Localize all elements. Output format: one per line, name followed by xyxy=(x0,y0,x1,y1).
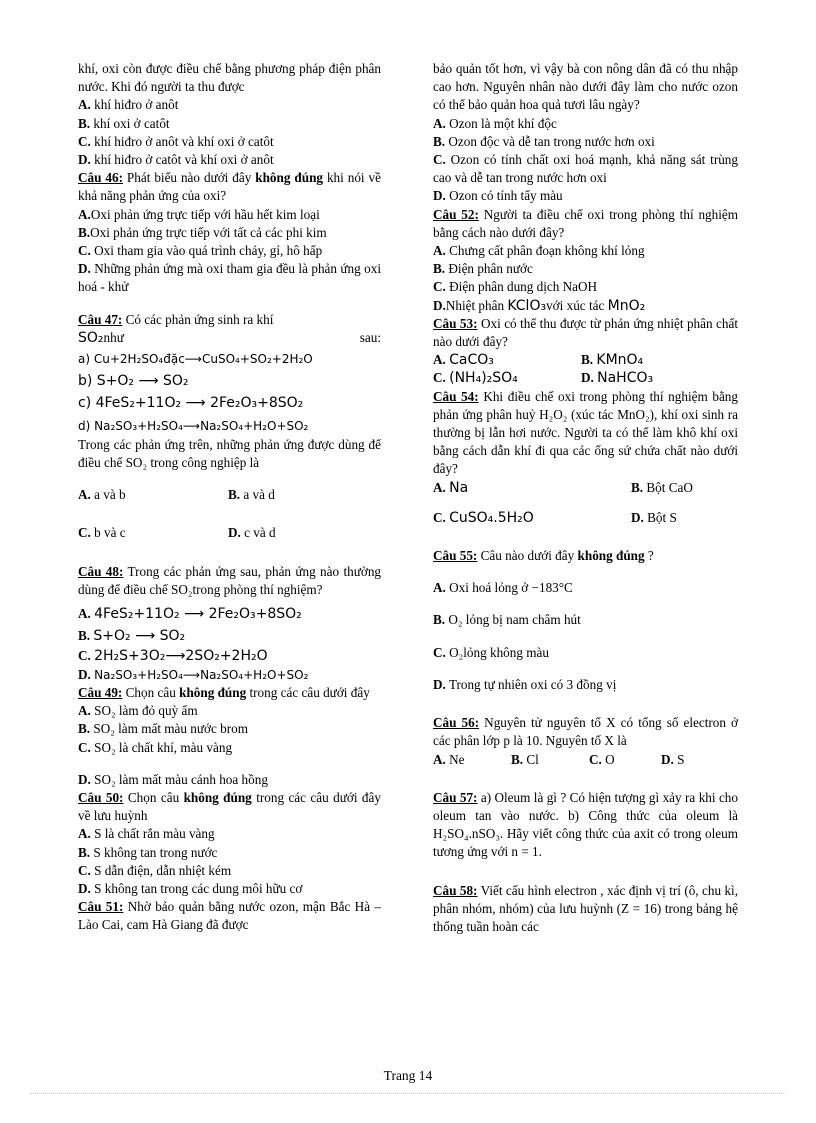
option-a: A. SO₂ làm đỏ quỳ ẩm xyxy=(78,703,198,719)
option-d: D. S không tan trong các dung môi hữu cơ xyxy=(78,880,303,896)
question-55: Câu 55: Câu nào dưới đây không đúng ? xyxy=(433,548,654,564)
question-51: Câu 51: Nhờ bảo quản bằng nước ozon, mận Bắc Hà – Lào Cai, cam Hà Giang đã được xyxy=(78,899,382,933)
option-b: B. Điện phân nước xyxy=(433,261,533,277)
question-51-continued: bảo quản tốt hơn, vì vậy bà con nông dân đã có thu nhập cao hơn. Nguyên nhân nào dưới đây làm cho nước ozon có thể bảo quản hoa quả tươi lâu ngày? xyxy=(433,61,738,113)
option-d: D. Na₂SO₃+H₂SO₄⟶Na₂SO₄+H₂O+SO₂ xyxy=(78,666,309,682)
question-50: Câu 50: Chọn câu không đúng trong các câu dưới đây về lưu huỳnh xyxy=(78,789,381,824)
options-row-cd: C. b và c D. c và d xyxy=(78,525,276,541)
option-d: D. Những phản ứng mà oxi tham gia đều là phản ứng oxi hoá - khử xyxy=(78,261,381,295)
question-46: Câu 46: Phát biểu nào dưới đây không đúng khi nói về khả năng phản ứng của oxi? xyxy=(78,170,381,204)
question-52: Câu 52: Người ta điều chế oxi trong phòng thí nghiệm bằng cách nào dưới đây? xyxy=(433,206,738,240)
page-bottom-divider xyxy=(30,1093,786,1094)
option-b: B. khí oxi ở catôt xyxy=(78,115,170,131)
option-b: B. S không tan trong nước xyxy=(78,844,218,860)
options-row: A. Ne B. Cl C. O D. S xyxy=(433,751,685,767)
option-d: D. Ozon có tính tẩy màu xyxy=(433,188,563,204)
option-a: A. Oxi hoá lỏng ở −183°C xyxy=(433,580,573,596)
option-a: A. Ozon là một khí độc xyxy=(433,115,557,131)
option-a: A. S là chất rắn màu vàng xyxy=(78,826,215,842)
option-c: C. SO₂ là chất khí, màu vàng xyxy=(78,739,233,755)
options-row-cd: C. (NH₄)₂SO₄ D. NaHCO₃ xyxy=(433,370,654,387)
question-48: Câu 48: Trong các phản ứng sau, phản ứng nào thường dùng để điều chế SO₂trong phòng thí nghiệm? xyxy=(78,563,382,597)
option-b: B. S+O₂ ⟶ SO₂ xyxy=(78,628,186,645)
question-47-prompt: Trong các phản ứng trên, những phản ứng được dùng để điều chế SO₂ trong công nghiệp là xyxy=(78,436,381,471)
reaction-c: c) 4FeS₂+11O₂ ⟶ 2Fe₂O₃+8SO₂ xyxy=(78,395,304,412)
options-row-ab: A. CaCO₃ B. KMnO₄ xyxy=(433,352,644,369)
option-b: B. Ozon độc và dễ tan trong nước hơn oxi xyxy=(433,133,655,149)
option-c: C. O₂lỏng không màu xyxy=(433,644,549,660)
option-d: D. Trong tự nhiên oxi có 3 đồng vị xyxy=(433,676,617,692)
question-54: Câu 54: Khi điều chế oxi trong phòng thí nghiệm bằng phản ứng phân huỷ H₂O₂ (xúc tác MnO₂), khí oxi sinh ra thường bị lẫn hơi nước. Người ta có thể làm khô khí oxi bằng cách dẫn khí đi qua các ống sứ chứa chất nào dưới đây? xyxy=(433,388,738,477)
option-c: C. Oxi tham gia vào quá trình cháy, gỉ, hô hấp xyxy=(78,243,323,259)
options-row-cd: C. CuSO₄.5H₂O D. Bột S xyxy=(433,509,677,526)
option-c: C. khí hiđro ở anôt và khí oxi ở catôt xyxy=(78,133,274,149)
question-56: Câu 56: Nguyên tử nguyên tố X có tổng số electron ở các phân lớp p là 10. Nguyên tố X là xyxy=(433,715,739,749)
option-b: B. O₂ lỏng bị nam châm hút xyxy=(433,612,581,628)
option-d: D.Nhiệt phân KClO₃với xúc tác MnO₂ xyxy=(433,297,646,314)
option-a: A. Chưng cất phân đoạn không khí lỏng xyxy=(433,243,645,259)
question-57: Câu 57: a) Oleum là gì ? Có hiện tượng gì xảy ra khi cho oleum tan vào nước. b) Công thức của oleum là H₂SO₄.nSO₃. Hãy viết công thức của axit có trong oleum tương ứng với n = 1. xyxy=(433,789,738,860)
right-column xyxy=(433,60,738,936)
options-row-ab: A. Na B. Bột CaO xyxy=(433,479,693,496)
option-d: D. SO₂ làm mất màu cánh hoa hồng xyxy=(78,771,268,787)
option-b: B.Oxi phản ứng trực tiếp với tất cả các phi kim xyxy=(78,224,327,240)
question-58: Câu 58: Viết cấu hình electron , xác định vị trí (ô, chu kì, phân nhóm, nhóm) của lưu huỳnh (Z = 16) trong bảng hệ thống tuần hoàn các xyxy=(433,882,738,934)
question-47: Câu 47: Có các phản ứng sinh ra khí xyxy=(78,311,274,327)
option-c: C. Ozon có tính chất oxi hoá mạnh, khả năng sát trùng cao và dễ tan trong nước hơn oxi xyxy=(433,152,738,186)
option-a: A.Oxi phản ứng trực tiếp với hầu hết kim loại xyxy=(78,206,320,222)
continued-question-text: khí, oxi còn được điều chế bằng phương pháp điện phân nước. Khi đó người ta thu được xyxy=(78,61,381,95)
question-53: Câu 53: Oxi có thể thu được từ phản ứng nhiệt phân chất nào dưới đây? xyxy=(433,315,739,350)
options-row-ab: A. a và b B. a và d xyxy=(78,487,275,503)
question-47-line2: SO₂như sau: xyxy=(78,329,381,346)
option-c: C. Điện phân dung dịch NaOH xyxy=(433,279,598,295)
option-c: C. S dẫn điện, dẫn nhiệt kém xyxy=(78,862,232,878)
reaction-a: a) Cu+2H₂SO₄đặc⟶CuSO₄+SO₂+2H₂O xyxy=(78,352,313,367)
option-b: B. SO₂ làm mất màu nước brom xyxy=(78,721,248,737)
left-column xyxy=(78,60,381,935)
option-a: A. 4FeS₂+11O₂ ⟶ 2Fe₂O₃+8SO₂ xyxy=(78,606,302,623)
reaction-d: d) Na₂SO₃+H₂SO₄⟶Na₂SO₄+H₂O+SO₂ xyxy=(78,418,309,433)
option-c: C. 2H₂S+3O₂⟶2SO₂+2H₂O xyxy=(78,648,268,665)
reaction-b: b) S+O₂ ⟶ SO₂ xyxy=(78,373,189,390)
option-a: A. khí hiđro ở anôt xyxy=(78,97,179,113)
option-d: D. khí hiđro ở catôt và khí oxi ở anôt xyxy=(78,152,274,168)
question-49: Câu 49: Chọn câu không đúng trong các câu dưới đây xyxy=(78,684,370,700)
page-number: Trang 14 xyxy=(383,1068,433,1083)
